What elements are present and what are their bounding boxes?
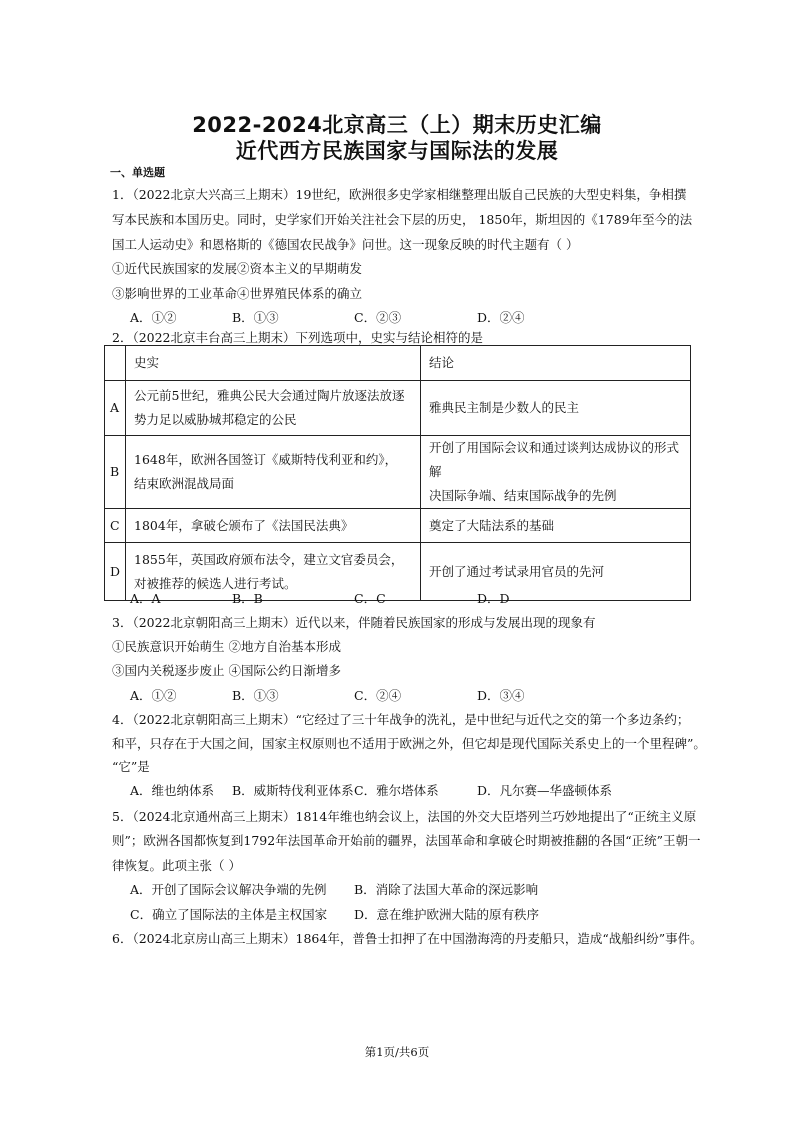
q3-statement-1: ①民族意识开始萌生 ②地方自治基本形成 <box>112 639 341 654</box>
q5-option-a: A．开创了国际会议解决争端的先例 <box>130 882 327 897</box>
q1-option-a: A．①② <box>130 310 177 325</box>
table-header-blank <box>105 346 126 381</box>
q3-option-d: D．③④ <box>477 688 525 703</box>
page-number: 第1页/共6页 <box>364 1045 430 1059</box>
row-fact <box>126 436 421 509</box>
q4-option-a: A．维也纳体系 <box>130 783 215 798</box>
q4-option-d: D．凡尔赛—华盛顿体系 <box>477 783 613 798</box>
q5-stem-line2: 则”；欧洲各国都恢复到1792年法国革命开始前的疆界，法国革命和拿破仑时期被推翻的各国“正统”王朝一 <box>112 833 701 848</box>
q3-stem: 3．（2022北京朝阳高三上期末）近代以来，伴随着民族国家的形成与发展出现的现象有 <box>112 615 596 630</box>
table-header-fact: 史实 <box>126 346 421 381</box>
row-conclusion-line: 决国际争端、结束国际战争的先例 <box>429 488 617 503</box>
section-label: 一、单选题 <box>110 166 165 179</box>
row-conclusion: 雅典民主制是少数人的民主 <box>421 381 691 436</box>
row-label: A <box>105 381 126 436</box>
table-row <box>105 381 691 436</box>
q3-statement-2: ③国内关税逐步废止 ④国际公约日渐增多 <box>112 663 341 678</box>
q5-stem-line1: 5．（2024北京通州高三上期末）1814年维也纳会议上，法国的外交大臣塔列兰巧妙地提出了“正统主义原 <box>112 809 697 824</box>
row-label: D <box>105 543 126 601</box>
table-header-conclusion: 结论 <box>421 346 691 381</box>
q5-stem-line3: 律恢复。此项主张（ ） <box>112 858 241 873</box>
row-fact <box>126 381 421 436</box>
document-title: 2022-2024北京高三（上）期末历史汇编 <box>192 113 602 137</box>
row-conclusion-line: 开创了用国际会议和通过谈判达成协议的形式解 <box>429 440 680 479</box>
table-header-row <box>105 346 691 381</box>
q4-option-c: C．雅尔塔体系 <box>354 783 439 798</box>
q4-option-b: B．威斯特伐利亚体系 <box>232 783 354 798</box>
q1-option-b: B．①③ <box>232 310 279 325</box>
row-fact-line: 结束欧洲混战局面 <box>134 476 235 491</box>
q2-option-d: D．D <box>477 591 510 606</box>
table-row <box>105 436 691 509</box>
q4-stem-line2: 和平，只存在于大国之间，国家主权原则也不适用于欧洲之外，但它却是现代国际关系史上的一个里程碑”。 <box>112 736 706 751</box>
q1-stem-line1: 1．（2022北京大兴高三上期末）19世纪，欧洲很多史学家相继整理出版自己民族的大型史料集，争相撰 <box>112 187 687 202</box>
row-label: B <box>105 436 126 509</box>
q2-comparison-table <box>104 345 691 601</box>
q1-option-c: C．②③ <box>354 310 402 325</box>
row-conclusion: 奠定了大陆法系的基础 <box>421 509 691 543</box>
q4-stem-line1: 4．（2022北京朝阳高三上期末）“它经过了三十年战争的洗礼，是中世纪与近代之交的第一个多边条约； <box>112 712 690 727</box>
q1-statement-2: ③影响世界的工业革命④世界殖民体系的确立 <box>112 286 363 301</box>
q2-option-a: A．A <box>130 591 161 606</box>
q1-statement-1: ①近代民族国家的发展②资本主义的早期萌发 <box>112 261 363 276</box>
q3-option-b: B．①③ <box>232 688 279 703</box>
q1-stem-line3: 国工人运动史》和恩格斯的《德国农民战争》问世。这一现象反映的时代主题有（ ） <box>112 237 579 252</box>
table-row <box>105 543 691 601</box>
row-fact-line: 1648年，欧洲各国签订《威斯特伐利亚和约》， <box>134 452 398 467</box>
row-fact-line: 公元前5世纪，雅典公民大会通过陶片放逐法放逐 <box>134 388 405 403</box>
q2-option-b: B．B <box>232 591 263 606</box>
q5-option-b: B．消除了法国大革命的深远影响 <box>354 882 539 897</box>
q3-option-c: C．②④ <box>354 688 402 703</box>
table-row <box>105 509 691 543</box>
row-fact-line: 1855年，英国政府颁布法令，建立文官委员会， <box>134 551 404 567</box>
q4-stem-line3: “它”是 <box>112 759 150 774</box>
q2-option-c: C．C <box>354 591 386 606</box>
q5-option-c: C．确立了国际法的主体是主权国家 <box>130 907 328 922</box>
row-fact-line: 对被推荐的候选人进行考试。 <box>134 575 297 591</box>
document-subtitle: 近代西方民族国家与国际法的发展 <box>235 139 559 163</box>
row-conclusion: 开创了通过考试录用官员的先河 <box>421 543 691 601</box>
row-fact: 1804年，拿破仑颁布了《法国民法典》 <box>126 509 421 543</box>
q5-option-d: D．意在维护欧洲大陆的原有秩序 <box>354 907 540 922</box>
q2-stem: 2．（2022北京丰台高三上期末）下列选项中，史实与结论相符的是 <box>112 330 484 345</box>
row-label: C <box>105 509 126 543</box>
row-conclusion <box>421 436 691 509</box>
q6-stem-line1: 6．（2024北京房山高三上期末）1864年，普鲁士扣押了在中国渤海湾的丹麦船只，造成“战船纠纷”事件。 <box>112 931 703 946</box>
row-fact-line: 势力足以威胁城邦稳定的公民 <box>134 412 297 427</box>
q1-option-d: D．②④ <box>477 310 525 325</box>
q1-stem-line2: 写本民族和本国历史。同时，史学家们开始关注社会下层的历史， 1850年，斯坦因的《1789年至今的法 <box>112 212 693 227</box>
q3-option-a: A．①② <box>130 688 177 703</box>
